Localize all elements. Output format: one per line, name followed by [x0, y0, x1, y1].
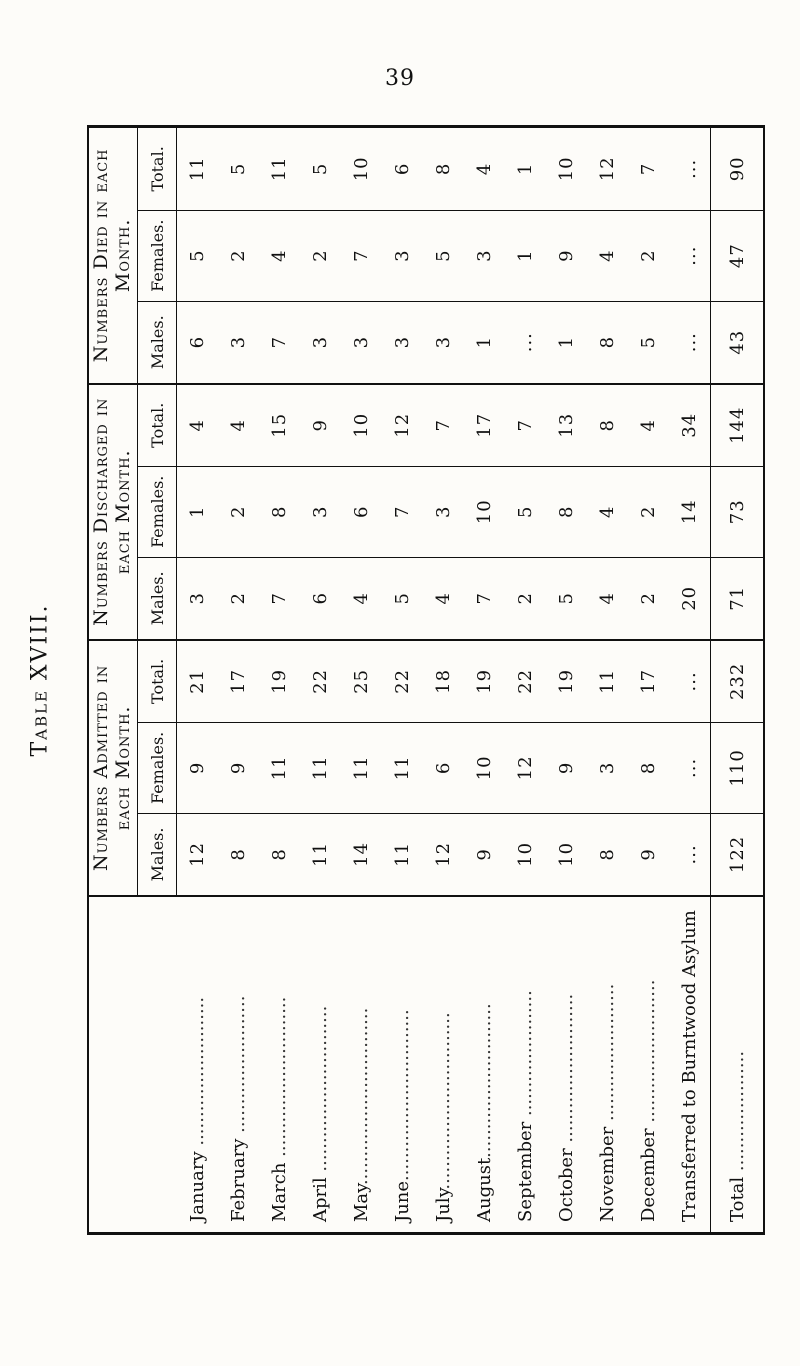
admitted-females-cell: ...: [669, 722, 711, 813]
month-name: March: [269, 1156, 290, 1222]
died-total-cell: 1: [505, 128, 546, 211]
admitted-group-header: Numbers Admitted in each Month.: [89, 640, 138, 896]
admitted-total-cell: 19: [464, 640, 505, 723]
leader-dots: ........................: [228, 995, 249, 1133]
discharged-total-cell: 12: [382, 384, 423, 467]
discharged-total-cell: 34: [669, 384, 711, 467]
month-name: August: [474, 1157, 495, 1222]
discharged-total-cell: 7: [505, 384, 546, 467]
discharged-total-cell: 17: [464, 384, 505, 467]
leader-dots: ..........................: [556, 993, 577, 1143]
discharged-total-cell: 7: [423, 384, 464, 467]
row-label: [341, 896, 382, 1233]
admitted-grand-total: 232: [711, 640, 764, 723]
admitted-males-total: 122: [711, 813, 764, 896]
month-column-header: [89, 896, 177, 1233]
discharged-females-cell: 1: [177, 466, 219, 557]
discharged-group-header: Numbers Discharged in each Month.: [89, 384, 138, 640]
died-males-cell: 1: [464, 301, 505, 384]
table-row: [300, 128, 341, 1233]
discharged-males-header: Males.: [138, 557, 177, 640]
admitted-males-cell: 8: [259, 813, 300, 896]
died-total-cell: 11: [177, 128, 219, 211]
discharged-females-cell: 8: [546, 466, 587, 557]
table-title: Table XVIII.: [27, 603, 53, 757]
admitted-males-header: Males.: [138, 813, 177, 896]
admitted-males-cell: 12: [177, 813, 219, 896]
leader-dots: .........................: [638, 979, 659, 1123]
discharged-males-cell: 5: [546, 557, 587, 640]
discharged-males-cell: 2: [218, 557, 259, 640]
row-label: [546, 896, 587, 1233]
discharged-females-cell: 6: [341, 466, 382, 557]
admitted-females-cell: 12: [505, 722, 546, 813]
table-caption: [20, 540, 60, 820]
died-females-cell: 9: [546, 210, 587, 301]
month-name: December: [638, 1122, 659, 1222]
total-row: [711, 128, 764, 1233]
admitted-females-cell: 11: [259, 722, 300, 813]
died-males-cell: 3: [341, 301, 382, 384]
admitted-total-cell: 25: [341, 640, 382, 723]
discharged-males-cell: 7: [464, 557, 505, 640]
table-body: [177, 128, 764, 1233]
died-total-cell: 12: [587, 128, 628, 211]
admitted-total-cell: 18: [423, 640, 464, 723]
died-females-cell: 1: [505, 210, 546, 301]
row-label: [259, 896, 300, 1233]
month-name: April: [310, 1171, 331, 1222]
month-name: January: [186, 1145, 208, 1222]
transfer-label: Transferred to Burntwood Asylum: [679, 910, 700, 1222]
table-row: [546, 128, 587, 1233]
table-row: [587, 128, 628, 1233]
discharged-females-cell: 4: [587, 466, 628, 557]
admitted-females-cell: 11: [382, 722, 423, 813]
discharged-females-cell: 10: [464, 466, 505, 557]
row-label: [423, 896, 464, 1233]
discharged-total-cell: 13: [546, 384, 587, 467]
discharged-females-cell: 2: [218, 466, 259, 557]
admitted-total-cell: 22: [382, 640, 423, 723]
admitted-total-cell: 11: [587, 640, 628, 723]
admitted-total-cell: 21: [177, 640, 219, 723]
died-males-cell: 3: [300, 301, 341, 384]
died-total-header: Total.: [138, 128, 177, 211]
table-row: [669, 128, 711, 1233]
leader-dots: .....................: [726, 1050, 748, 1172]
discharged-females-cell: 8: [259, 466, 300, 557]
discharged-total-cell: 8: [587, 384, 628, 467]
admitted-females-total: 110: [711, 722, 764, 813]
discharged-total-cell: 4: [177, 384, 219, 467]
died-females-cell: 2: [218, 210, 259, 301]
table-row: [259, 128, 300, 1233]
admitted-total-cell: 19: [546, 640, 587, 723]
discharged-females-cell: 5: [505, 466, 546, 557]
admitted-females-cell: 3: [587, 722, 628, 813]
discharged-females-total: 73: [711, 466, 764, 557]
died-females-cell: 5: [177, 210, 219, 301]
died-total-cell: ...: [669, 128, 711, 211]
died-grand-total: 90: [711, 128, 764, 211]
died-males-cell: ...: [505, 301, 546, 384]
row-label: [628, 896, 669, 1233]
row-label: [300, 896, 341, 1233]
admitted-males-cell: 8: [218, 813, 259, 896]
discharged-males-cell: 4: [587, 557, 628, 640]
died-total-cell: 4: [464, 128, 505, 211]
died-group-header: Numbers Died in each Month.: [89, 128, 138, 384]
discharged-males-cell: 4: [341, 557, 382, 640]
discharged-total-header: Total.: [138, 384, 177, 467]
discharged-total-cell: 4: [628, 384, 669, 467]
died-females-cell: 3: [382, 210, 423, 301]
admitted-males-cell: 11: [382, 813, 423, 896]
leader-dots: ...........................: [474, 1003, 495, 1158]
discharged-females-cell: 3: [300, 466, 341, 557]
discharged-grand-total: 144: [711, 384, 764, 467]
row-label: [587, 896, 628, 1233]
died-females-cell: 4: [259, 210, 300, 301]
died-males-cell: 5: [628, 301, 669, 384]
admitted-males-cell: 10: [546, 813, 587, 896]
month-name: February: [228, 1132, 249, 1222]
died-males-cell: ...: [669, 301, 711, 384]
admitted-males-cell: 12: [423, 813, 464, 896]
died-females-cell: ...: [669, 210, 711, 301]
discharged-males-cell: 2: [505, 557, 546, 640]
admitted-females-cell: 9: [177, 722, 219, 813]
leader-dots: ........................: [597, 983, 618, 1122]
month-name: June: [392, 1180, 413, 1222]
leader-dots: ............................: [269, 996, 290, 1157]
died-males-cell: 3: [382, 301, 423, 384]
discharged-males-cell: 7: [259, 557, 300, 640]
monthly-statistics-table: [89, 127, 763, 1233]
died-males-cell: 8: [587, 301, 628, 384]
row-label: [464, 896, 505, 1233]
table-row: [464, 128, 505, 1233]
total-text: Total: [726, 1171, 748, 1222]
died-total-cell: 5: [218, 128, 259, 211]
admitted-total-cell: 22: [505, 640, 546, 723]
discharged-females-header: Females.: [138, 466, 177, 557]
admitted-males-cell: ...: [669, 813, 711, 896]
admitted-females-cell: 11: [341, 722, 382, 813]
discharged-total-cell: 10: [341, 384, 382, 467]
month-name: May: [351, 1185, 372, 1222]
admitted-males-cell: 11: [300, 813, 341, 896]
died-total-cell: 10: [341, 128, 382, 211]
died-females-cell: 7: [341, 210, 382, 301]
month-name: September: [515, 1116, 536, 1222]
died-females-header: Females.: [138, 210, 177, 301]
admitted-total-cell: 19: [259, 640, 300, 723]
died-total-cell: 7: [628, 128, 669, 211]
admitted-total-cell: 17: [628, 640, 669, 723]
discharged-males-cell: 20: [669, 557, 711, 640]
leader-dots: ..............................: [392, 1009, 413, 1181]
discharged-total-cell: 4: [218, 384, 259, 467]
table-row: [505, 128, 546, 1233]
total-label: [711, 896, 764, 1233]
admitted-males-cell: 9: [464, 813, 505, 896]
discharged-males-cell: 3: [177, 557, 219, 640]
died-males-total: 43: [711, 301, 764, 384]
page-number: 39: [385, 66, 415, 91]
admitted-males-cell: 10: [505, 813, 546, 896]
died-total-cell: 11: [259, 128, 300, 211]
died-total-cell: 8: [423, 128, 464, 211]
table-row: [423, 128, 464, 1233]
admitted-females-cell: 6: [423, 722, 464, 813]
discharged-females-cell: 3: [423, 466, 464, 557]
discharged-females-cell: 14: [669, 466, 711, 557]
died-total-cell: 10: [546, 128, 587, 211]
died-females-cell: 5: [423, 210, 464, 301]
discharged-total-cell: 15: [259, 384, 300, 467]
discharged-males-cell: 2: [628, 557, 669, 640]
admitted-females-header: Females.: [138, 722, 177, 813]
admitted-total-header: Total.: [138, 640, 177, 723]
month-name: October: [556, 1142, 577, 1222]
table-row: [382, 128, 423, 1233]
died-males-cell: 1: [546, 301, 587, 384]
died-total-cell: 6: [382, 128, 423, 211]
died-males-cell: 7: [259, 301, 300, 384]
admitted-females-cell: 11: [300, 722, 341, 813]
discharged-males-cell: 5: [382, 557, 423, 640]
discharged-males-total: 71: [711, 557, 764, 640]
admitted-total-cell: 17: [218, 640, 259, 723]
discharged-males-cell: 4: [423, 557, 464, 640]
leader-dots: ..........................: [186, 996, 208, 1146]
died-total-cell: 5: [300, 128, 341, 211]
table-row: [218, 128, 259, 1233]
died-females-cell: 2: [628, 210, 669, 301]
died-males-cell: 6: [177, 301, 219, 384]
admitted-males-cell: 8: [587, 813, 628, 896]
admitted-females-cell: 8: [628, 722, 669, 813]
died-males-header: Males.: [138, 301, 177, 384]
admitted-females-cell: 10: [464, 722, 505, 813]
died-females-cell: 4: [587, 210, 628, 301]
discharged-females-cell: 7: [382, 466, 423, 557]
row-label: [669, 896, 711, 1233]
leader-dots: ...............................: [351, 1007, 372, 1186]
admitted-total-cell: 22: [300, 640, 341, 723]
admitted-total-cell: ...: [669, 640, 711, 723]
table-row: [177, 128, 219, 1233]
died-females-cell: 3: [464, 210, 505, 301]
row-label: [382, 896, 423, 1233]
leader-dots: ...............................: [433, 1012, 454, 1190]
month-name: July: [433, 1189, 454, 1222]
discharged-total-cell: 9: [300, 384, 341, 467]
discharged-males-cell: 6: [300, 557, 341, 640]
leader-dots: .............................: [310, 1005, 331, 1172]
admitted-females-cell: 9: [546, 722, 587, 813]
month-name: November: [597, 1121, 618, 1222]
leader-dots: ......................: [515, 990, 536, 1117]
died-males-cell: 3: [423, 301, 464, 384]
died-females-total: 47: [711, 210, 764, 301]
table-row: [628, 128, 669, 1233]
admitted-males-cell: 14: [341, 813, 382, 896]
admitted-females-cell: 9: [218, 722, 259, 813]
row-label: [505, 896, 546, 1233]
discharged-females-cell: 2: [628, 466, 669, 557]
table-row: [341, 128, 382, 1233]
rotated-table-frame: [87, 125, 765, 1235]
row-label: [177, 896, 219, 1233]
admitted-males-cell: 9: [628, 813, 669, 896]
died-females-cell: 2: [300, 210, 341, 301]
row-label: [218, 896, 259, 1233]
died-males-cell: 3: [218, 301, 259, 384]
